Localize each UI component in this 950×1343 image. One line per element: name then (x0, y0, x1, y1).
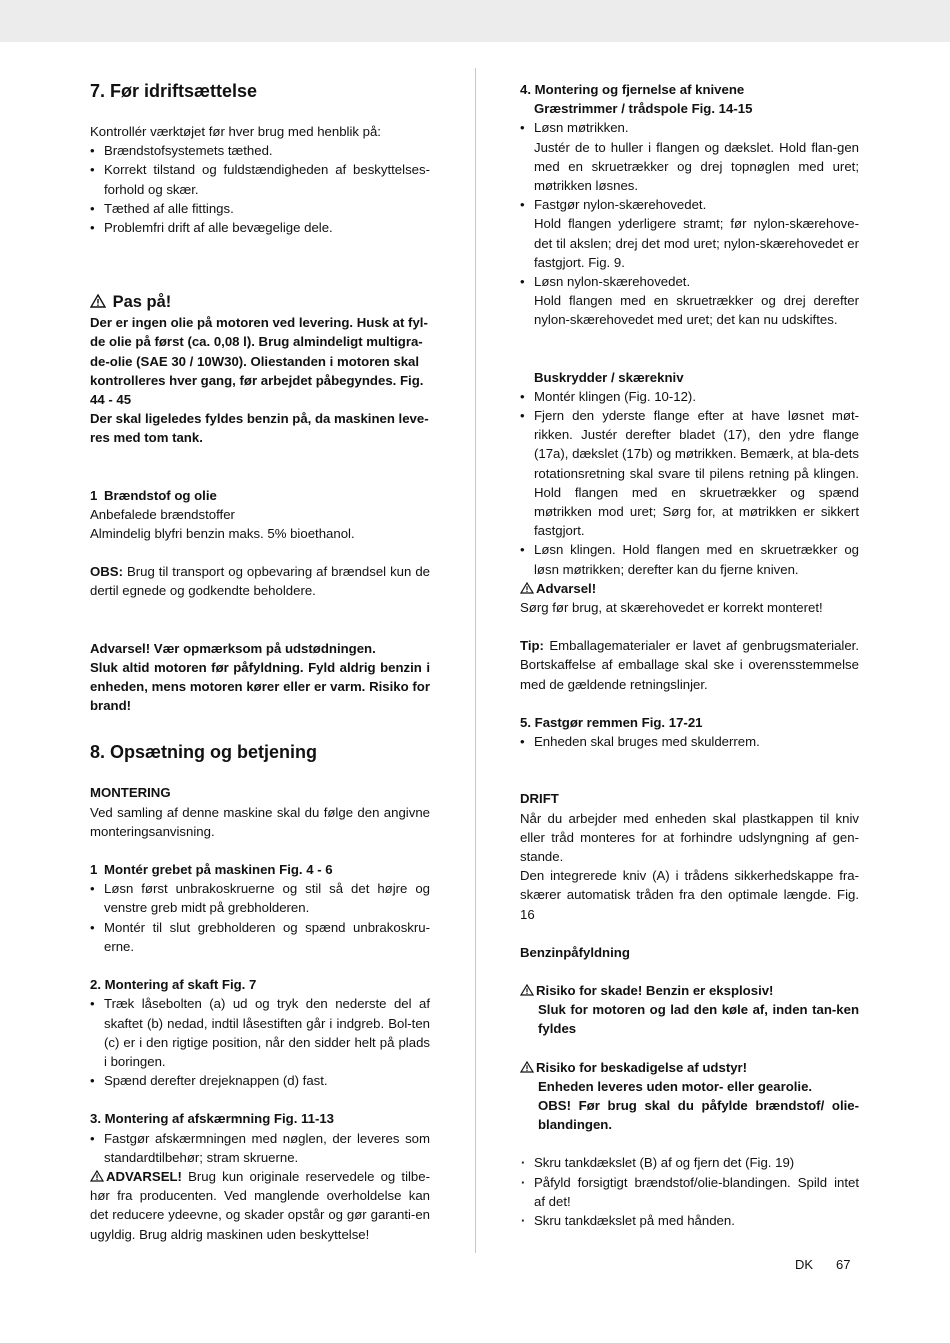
obs-note (90, 562, 430, 600)
list-item: • Tæthed af alle fittings. (90, 199, 430, 218)
list-item: • Løsn nylon-skærehovedet. (520, 272, 859, 291)
m1-title: Montér grebet på maskinen Fig. 4 - 6 (104, 862, 333, 878)
drift-heading: DRIFT (520, 791, 559, 807)
m3-warning-text: Brug kun originale reservedele og tilbe-hør fra producenten. Ved manglende overholdelse kan det reducere ydeevne, og skader opstår og gør garanti-en ugyldig. Brug aldrig maskinen uden beskyttelse! (90, 1168, 430, 1242)
m4-heading: 4. Montering og fjernelse af knivene (520, 82, 745, 97)
montering-heading: MONTERING (90, 785, 171, 801)
column-divider (475, 68, 476, 1253)
tip-note (520, 636, 859, 694)
caution-heading (90, 291, 430, 313)
list-item: • Montér klingen (Fig. 10-12). (520, 387, 859, 406)
exhaust-warning-title: Advarsel! Vær opmærksom på udstødningen. (90, 640, 376, 656)
left-column (90, 80, 430, 1244)
buskrydder-warning (520, 579, 859, 598)
risk-1-title-text: Risiko for skade! Benzin er eksplosiv! (536, 982, 774, 998)
fuel-line-2: Almindelig blyfri benzin maks. 5% bioethanol. (90, 526, 355, 542)
list-item: · Skru tankdækslet (B) af og fjern det (Fig. 19) (520, 1153, 859, 1172)
fuel-heading (90, 486, 430, 505)
fuel-line-1: Anbefalede brændstoffer (90, 506, 235, 522)
warning-triangle-icon (520, 1061, 536, 1073)
section-7-title: 7. Før idriftsættelse (90, 81, 258, 101)
list-item: · Skru tankdækslet på med hånden. (520, 1211, 859, 1230)
list-item: • Fjern den yderste flange efter at have løsnet møt-rikken. Justér derefter bladet (17), den ydre flange (17a), dækslet (17b) og møtrikken. Bemærk, at bla-dets rotationsretning skal svare til pilens retning på klingen. Hold flangen med en skruetrækker og spænd møtrikken mod uret; Sørg for, at møtrikken er sikkert fastgjort. (520, 406, 859, 540)
m3-heading: 3. Montering af afskærmning Fig. 11-13 (90, 1111, 335, 1127)
obs-label: OBS: (90, 564, 123, 580)
risk-2-title-text: Risiko for beskadigelse af udstyr! (536, 1059, 748, 1075)
tip-label: Tip: (520, 638, 544, 654)
list-item: • Spænd derefter drejeknappen (d) fast. (90, 1071, 430, 1090)
m4-subheading: Græstrimmer / trådspole Fig. 14-15 (534, 101, 753, 117)
buskrydder-warning-label: Advarsel! (536, 580, 597, 596)
page-number: 67 (836, 1257, 851, 1272)
m2-heading: 2. Montering af skaft Fig. 7 (90, 977, 257, 993)
list-item: • Løsn klingen. Hold flangen med en skruetrækker og løsn møtrikken; derefter kan du fjerne kniven. (520, 540, 859, 578)
list-item: • Fastgør afskærmningen med nøglen, der leveres som standardtilbehør; stram skruerne. (90, 1129, 430, 1167)
list-item: • Brændstofsystemets tæthed. (90, 141, 430, 160)
exhaust-warning-text: Sluk altid motoren før påfyldning. Fyld aldrig benzin i enheden, mens motoren kører eller er varm. Risiko for brand! (90, 659, 430, 714)
drift-text-1: Når du arbejder med enheden skal plastkappen til kniv eller tråd monteres for at forhindre udslyngning af gen-stande. (520, 810, 859, 864)
warning-triangle-icon (90, 294, 108, 308)
risk-1-title (520, 981, 859, 1000)
m4-b1-text: Justér de to huller i flangen og dækslet. Hold flan-gen med en skruetrækker og drej topnøglen med uret; møtrikken løsnes. (534, 139, 859, 194)
list-item: • Korrekt tilstand og fuldstændigheden af beskyttelses-forhold og skær. (90, 160, 430, 198)
fuel-title: Brændstof og olie (104, 487, 217, 503)
warning-triangle-icon (520, 582, 536, 594)
montering-text: Ved samling af denne maskine skal du følge den angivne monteringsanvisning. (90, 804, 430, 839)
list-item: • Enheden skal bruges med skulderrem. (520, 732, 859, 751)
caution-text: Der er ingen olie på motoren ved levering. Husk at fyl-de olie på først (ca. 0,08 l). Brug almindeligt multigra-de-olie (SAE 30 / 10W30). Oliestanden i motoren skal kontrolleres hver gang, før arbejdet påbegyndes. Fig. 44 - 45 (90, 315, 428, 408)
list-item: • Løsn møtrikken. (520, 118, 859, 137)
warning-triangle-icon (90, 1170, 106, 1182)
drift-text-2: Den integrerede kniv (A) i trådens sikkerhedskappe fra-skærer automatisk tråden fra den optimale længde. Fig. 16 (520, 868, 859, 922)
caution-title: Pas på! (112, 293, 172, 312)
list-item: • Fastgør nylon-skærehovedet. (520, 195, 859, 214)
warning-triangle-icon (520, 984, 536, 996)
risk-2-title (520, 1058, 859, 1077)
risk-1-text: Sluk for motoren og lad den køle af, inden tan-ken fyldes (538, 1002, 859, 1037)
m5-heading: 5. Fastgør remmen Fig. 17-21 (520, 714, 703, 730)
list-item: • Løsn først unbrakoskruerne og stil så det højre og venstre greb midt på grebholderen. (90, 879, 430, 917)
caution-text-2: Der skal ligeledes fyldes benzin på, da maskinen leve-res med tom tank. (90, 411, 429, 446)
m4-b3-text: Hold flangen med en skruetrækker og drej derefter nylon-skærehovedet med uret; det kan nu udskiftes. (534, 293, 859, 328)
buskrydder-warning-text: Sørg før brug, at skærehovedet er korrekt monteret! (520, 600, 823, 616)
right-column (520, 80, 859, 1230)
list-item: • Træk låsebolten (a) ud og tryk den nederste del af skaftet (b) nedad, indtil låsestiften går i indgreb. Bol-ten (c) er i den rigtige position, når den sidder helt på plads i boringen. (90, 994, 430, 1071)
buskrydder-heading: Buskrydder / skærekniv (534, 369, 684, 385)
section-8-title: 8. Opsætning og betjening (90, 742, 317, 763)
benzin-heading: Benzinpåfyldning (520, 944, 630, 960)
obs-text: Brug til transport og opbevaring af brændsel kun de dertil egnede og godkendte beholdere. (90, 564, 430, 599)
m3-warning-label: ADVARSEL! (106, 1168, 182, 1184)
m4-b2-text: Hold flangen yderligere stramt; før nylon-skærehove-det til akslen; drej det mod uret; nylon-skærehovedet er fastgjort. Fig. 9. (534, 216, 859, 270)
s7-intro: Kontrollér værktøjet før hver brug med henblik på: (90, 124, 381, 139)
list-item: • Problemfri drift af alle bevægelige dele. (90, 218, 430, 237)
list-item: · Påfyld forsigtigt brændstof/olie-blandingen. Spild intet af det! (520, 1173, 859, 1211)
top-band (0, 0, 950, 42)
risk-2-text-2: OBS! Før brug skal du påfylde brændstof/ olie-blandingen. (538, 1097, 859, 1133)
fuel-number: 1 (90, 487, 98, 503)
m1-number: 1 (90, 862, 98, 878)
list-item: • Montér til slut grebholderen og spænd unbrakoskru-erne. (90, 918, 430, 956)
m1-heading (90, 860, 430, 879)
tip-text: Emballagematerialer er lavet af genbrugsmaterialer. Bortskaffelse af emballage skal ske i overensstemmelse med de gældende retningslinjer. (520, 638, 860, 692)
m3-warning (90, 1167, 430, 1244)
footer-language: DK (795, 1257, 814, 1272)
risk-2-text-1: Enheden leveres uden motor- eller gearolie. (538, 1078, 813, 1094)
